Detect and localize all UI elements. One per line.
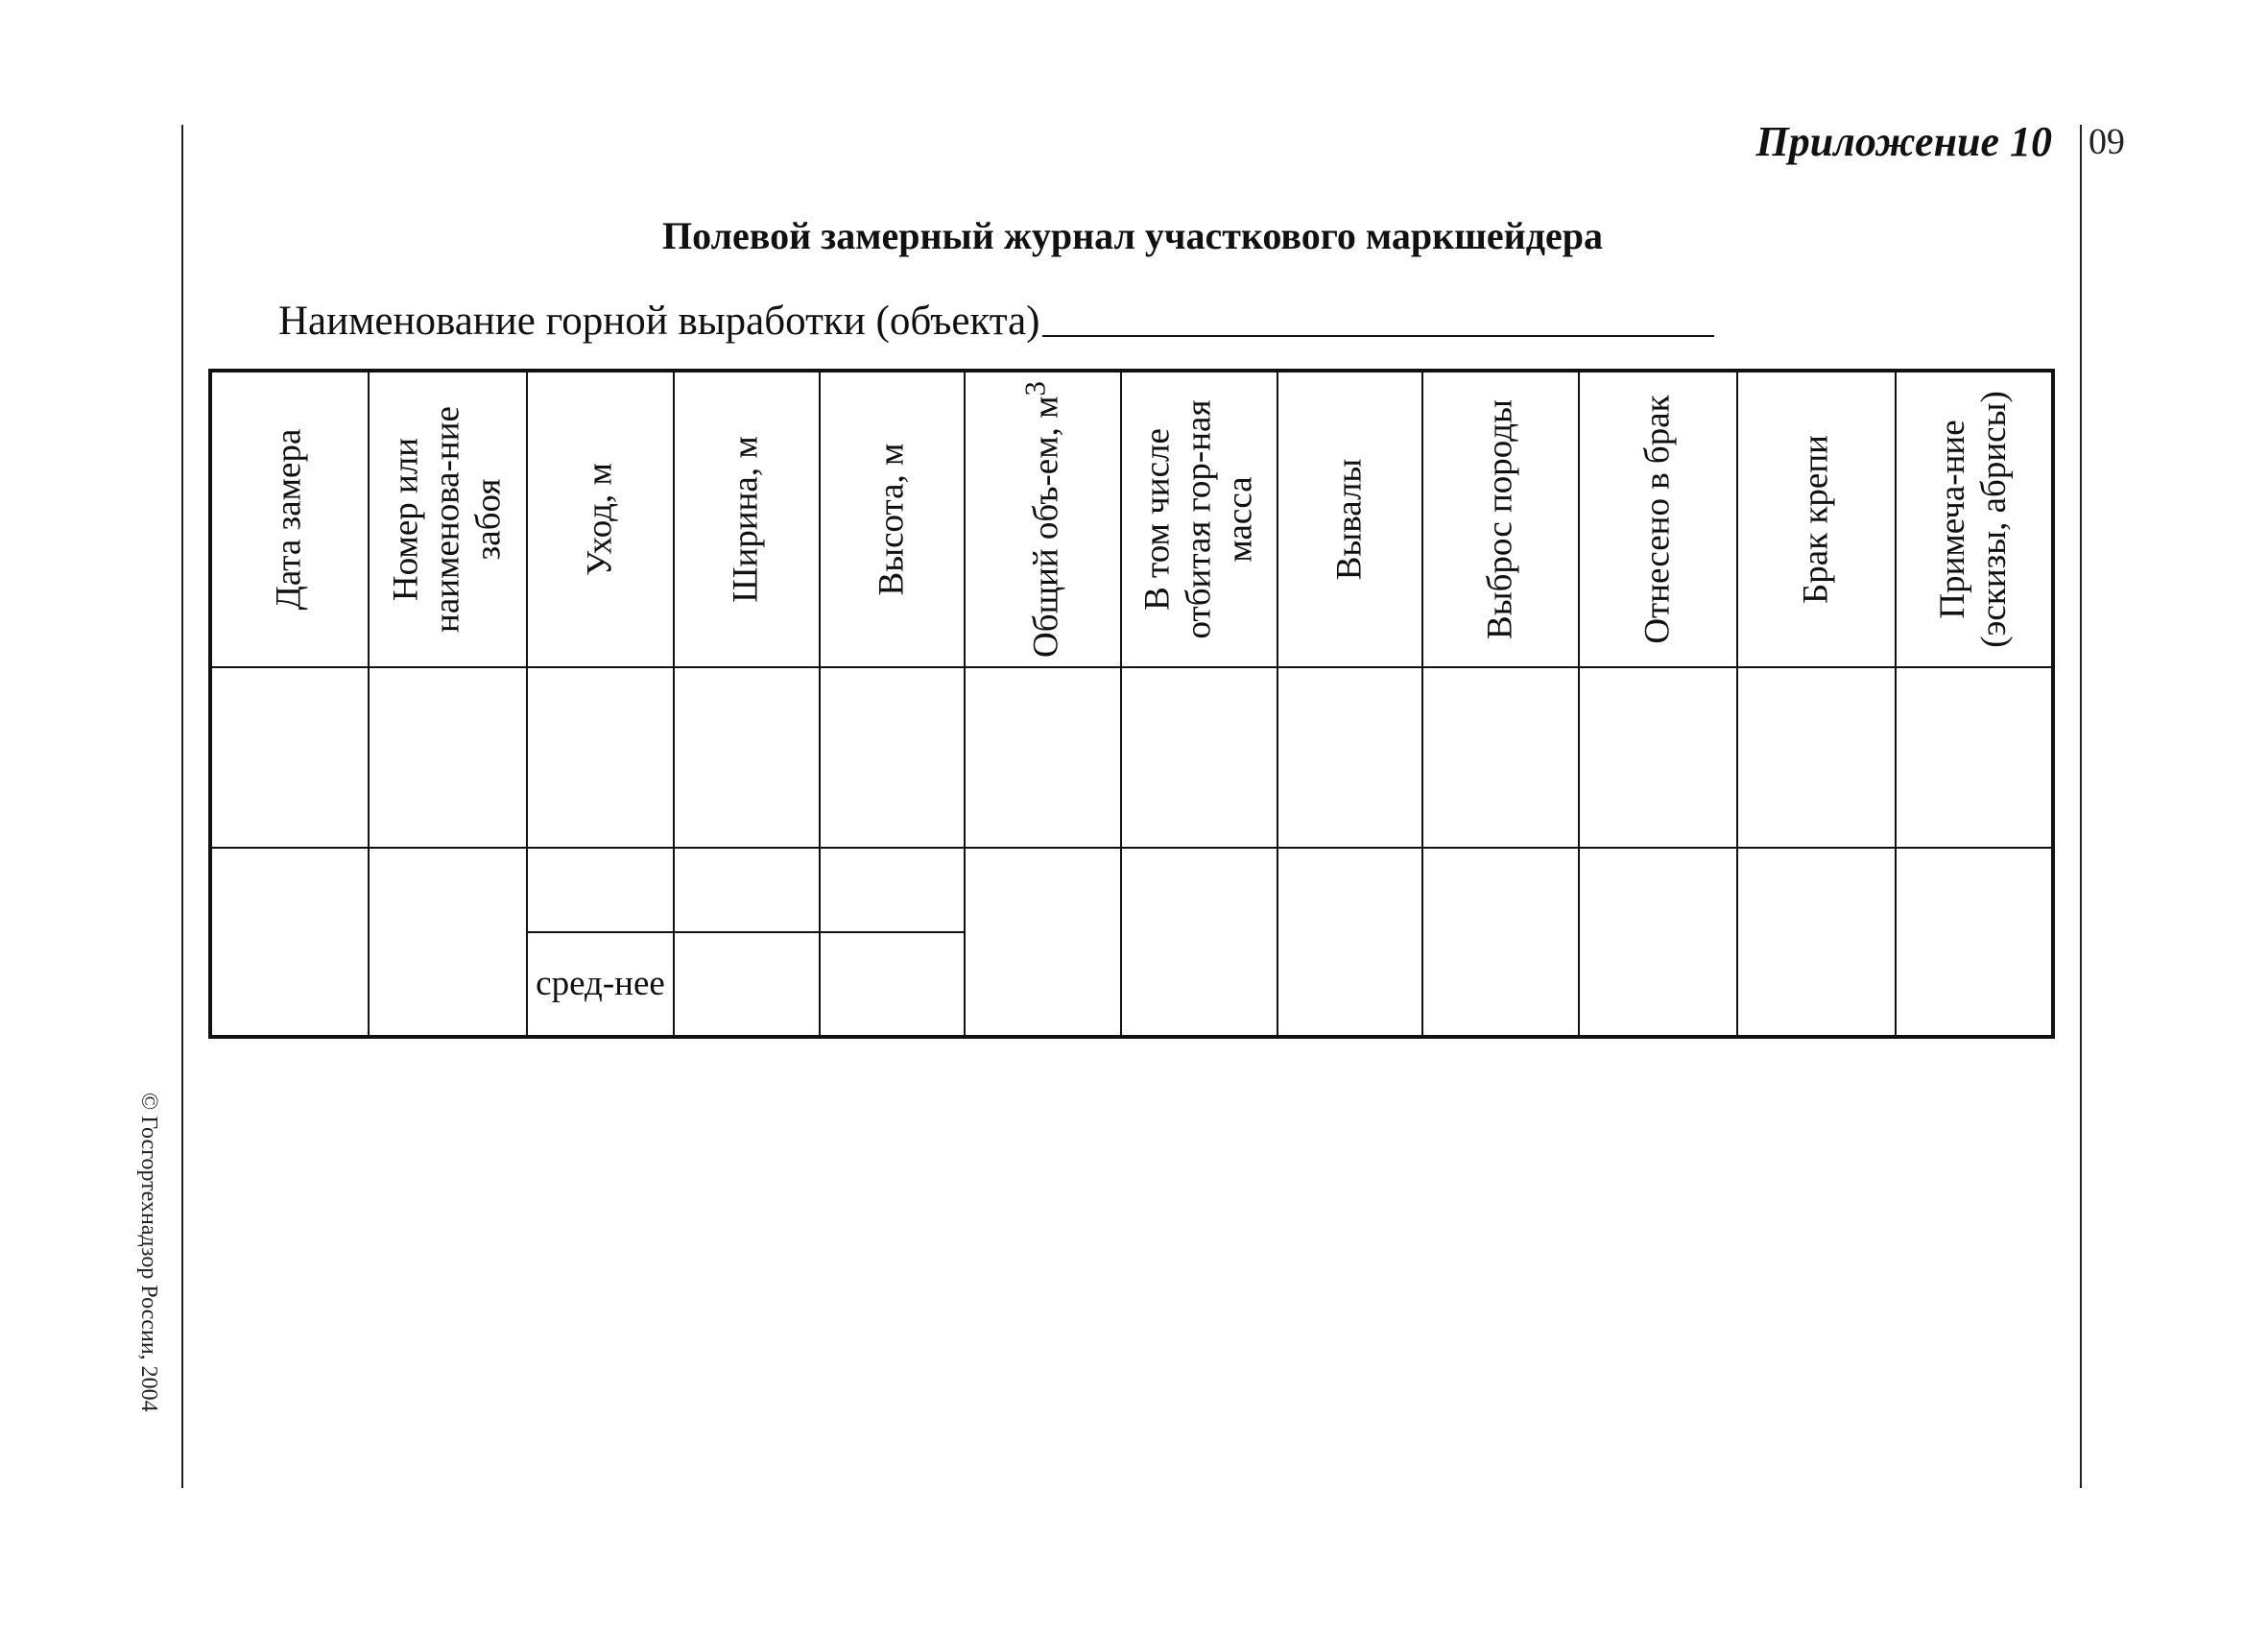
column-header-label: Ширина, м <box>726 436 766 603</box>
document-title: Полевой замерный журнал участкового маркшейдера <box>662 214 1603 257</box>
table-cell[interactable] <box>820 932 965 1037</box>
column-header-measurement-date <box>210 371 369 667</box>
table-cell[interactable] <box>1579 667 1737 848</box>
table-cell[interactable] <box>1422 667 1579 848</box>
table-cell[interactable] <box>1422 848 1579 1037</box>
table-cell[interactable] <box>820 667 965 848</box>
table-cell[interactable] <box>369 667 527 848</box>
column-header-total-volume <box>965 371 1121 667</box>
table-cell[interactable] <box>1737 667 1896 848</box>
column-header-label: Выброс породы <box>1480 399 1520 639</box>
column-header-label: Высота, м <box>871 443 912 596</box>
column-header-rock-outburst <box>1422 371 1579 667</box>
table-cell[interactable] <box>210 848 369 1037</box>
table-cell[interactable] <box>1579 848 1737 1037</box>
column-header-label: Брак крепи <box>1796 435 1836 604</box>
table-cell[interactable] <box>1896 667 2053 848</box>
table-cell[interactable] <box>1121 848 1277 1037</box>
column-header-notes <box>1896 371 2053 667</box>
column-header-advance <box>527 371 674 667</box>
table-header-row <box>210 371 2053 667</box>
column-header-label: Общий объ-ем, м <box>1026 396 1066 658</box>
column-header-label: В том числе отбитая гор-ная масса <box>1137 399 1259 639</box>
column-header-label: Примеча-ние (эскизы, абрисы) <box>1932 391 2014 648</box>
table-cell[interactable] <box>820 848 965 932</box>
column-header-broken-rock <box>1121 371 1277 667</box>
column-header-width <box>674 371 820 667</box>
appendix-label: Приложение 10 <box>1755 118 2052 165</box>
right-margin-rule <box>2080 125 2082 1488</box>
copyright-notice: © Госгортехнадзор России, 2004 <box>136 1093 161 1412</box>
average-label: сред-нее <box>536 963 665 1003</box>
object-name-label: Наименование горной выработки (объекта) <box>278 299 1040 344</box>
table-cell[interactable] <box>1121 667 1277 848</box>
table-cell[interactable] <box>674 932 820 1037</box>
column-header-volume-wrap <box>1018 380 1067 659</box>
column-header-label: Дата замера <box>269 428 309 611</box>
measurement-journal-table <box>208 369 2055 1039</box>
table-cell[interactable] <box>1277 848 1422 1037</box>
page-number: 60 <box>2089 121 2125 161</box>
object-name-field <box>278 298 1714 345</box>
table-cell[interactable] <box>527 667 674 848</box>
column-header-face-name <box>369 371 527 667</box>
column-header-caving <box>1277 371 1422 667</box>
column-header-label: Номер или наименова-ние забоя <box>386 406 508 633</box>
table-cell[interactable] <box>965 667 1121 848</box>
column-header-support-defect <box>1737 371 1896 667</box>
table-cell[interactable] <box>965 848 1121 1037</box>
column-header-label: Вывалы <box>1329 458 1370 581</box>
table-cell[interactable] <box>210 667 369 848</box>
table-cell[interactable] <box>1896 848 2053 1037</box>
column-header-rejected <box>1579 371 1737 667</box>
object-name-blank-line[interactable] <box>1042 335 1714 337</box>
column-header-label: Уход, м <box>580 463 620 576</box>
average-label-cell <box>527 932 674 1037</box>
column-header-label: Отнесено в брак <box>1637 395 1678 644</box>
table-cell[interactable] <box>674 848 820 932</box>
table-cell[interactable] <box>369 848 527 1037</box>
table-cell[interactable] <box>527 848 674 932</box>
table-row <box>210 667 2053 848</box>
column-header-superscript: 3 <box>1017 381 1051 396</box>
column-header-height <box>820 371 965 667</box>
left-margin-rule <box>181 125 183 1488</box>
table-cell[interactable] <box>674 667 820 848</box>
table-row <box>210 848 2053 932</box>
table-cell[interactable] <box>1277 667 1422 848</box>
table-cell[interactable] <box>1737 848 1896 1037</box>
